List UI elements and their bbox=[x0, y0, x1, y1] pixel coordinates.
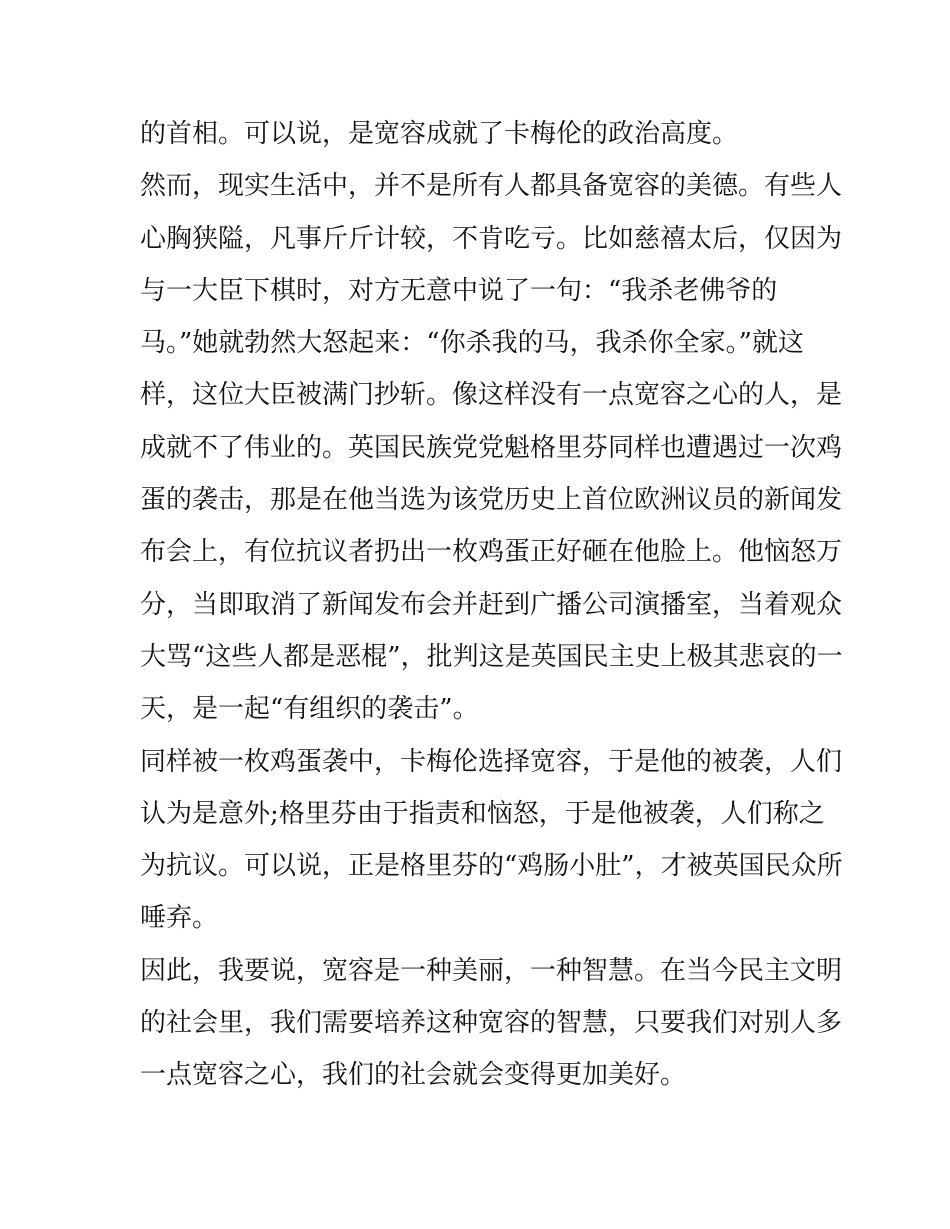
text-line: 分，当即取消了新闻发布会并赶到广播公司演播室，当着观众 bbox=[140, 589, 843, 620]
document-body bbox=[140, 108, 843, 1102]
text-line: 天，是一起“有组织的袭击”。 bbox=[140, 694, 479, 725]
text-line: 心胸狭隘，凡事斤斤计较，不肯吃亏。比如慈禧太后，仅因为 bbox=[140, 223, 843, 254]
text-line: 与一大臣下棋时，对方无意中说了一句：“我杀老佛爷的 bbox=[140, 275, 778, 306]
text-line: 的社会里，我们需要培养这种宽容的智慧，只要我们对别人多 bbox=[140, 1008, 843, 1039]
text-line: 因此，我要说，宽容是一种美丽，一种智慧。在当今民主文明 bbox=[140, 955, 843, 986]
text-line: 一点宽容之心，我们的社会就会变得更加美好。 bbox=[140, 1060, 687, 1091]
text-line: 蛋的袭击，那是在他当选为该党历史上首位欧洲议员的新闻发 bbox=[140, 485, 843, 516]
text-line: 样，这位大臣被满门抄斩。像这样没有一点宽容之心的人，是 bbox=[140, 380, 843, 411]
text-line: 布会上，有位抗议者扔出一枚鸡蛋正好砸在他脸上。他恼怒万 bbox=[140, 537, 843, 568]
text-line: 认为是意外;格里芬由于指责和恼怒，于是他被袭，人们称之 bbox=[140, 798, 825, 829]
text-line: 大骂“这些人都是恶棍”，批判这是英国民主史上极其悲哀的一 bbox=[140, 641, 843, 672]
text-line: 为抗议。可以说，正是格里芬的“鸡肠小肚”，才被英国民众所 bbox=[140, 851, 843, 882]
text-line: 同样被一枚鸡蛋袭中，卡梅伦选择宽容，于是他的被袭，人们 bbox=[140, 746, 843, 777]
text-line: 成就不了伟业的。英国民族党党魁格里芬同样也遭遇过一次鸡 bbox=[140, 432, 843, 463]
text-line: 的首相。可以说，是宽容成就了卡梅伦的政治高度。 bbox=[140, 119, 739, 149]
text-line: 唾弃。 bbox=[140, 903, 219, 934]
text-line: 马。”她就勃然大怒起来：“你杀我的马，我杀你全家。”就这 bbox=[140, 328, 804, 359]
text-line: 然而，现实生活中，并不是所有人都具备宽容的美德。有些人 bbox=[140, 171, 843, 202]
